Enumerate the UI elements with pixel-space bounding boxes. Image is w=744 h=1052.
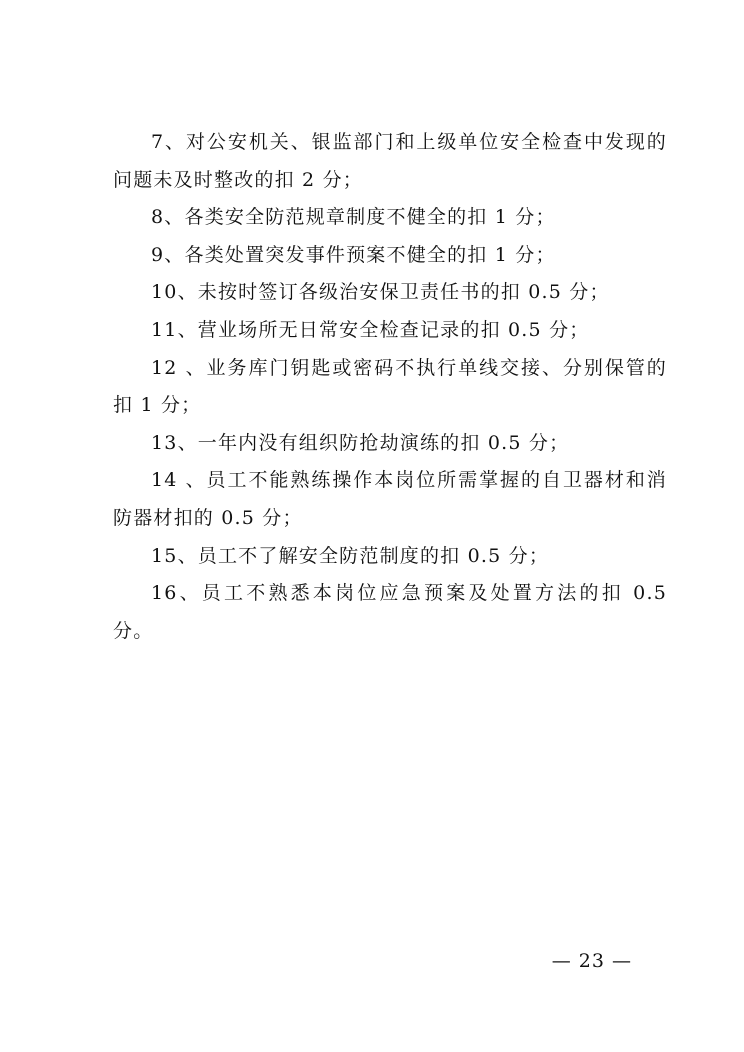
- page-number: — 23 —: [551, 950, 632, 972]
- list-item-9: 9、各类处置突发事件预案不健全的扣 1 分；: [151, 243, 556, 266]
- document-body: [113, 124, 667, 650]
- list-item-12: 12 、业务库门钥匙或密码不执行单线交接、分别保管的扣 1 分；: [113, 356, 667, 417]
- list-item-16: 16、员工不熟悉本岗位应急预案及处置方法的扣 0.5 分。: [113, 582, 667, 642]
- list-item-13: 13、一年内没有组织防抢劫演练的扣 0.5 分；: [151, 431, 570, 454]
- list-item-15: 15、员工不了解安全防范制度的扣 0.5 分；: [151, 544, 550, 567]
- list-item-14: 14 、员工不能熟练操作本岗位所需掌握的自卫器材和消防器材扣的 0.5 分；: [113, 469, 667, 529]
- list-item-10: 10、未按时签订各级治安保卫责任书的扣 0.5 分；: [151, 281, 610, 304]
- list-item-7: 7、对公安机关、银监部门和上级单位安全检查中发现的问题未及时整改的扣 2 分；: [113, 131, 667, 191]
- list-item-11: 11、营业场所无日常安全检查记录的扣 0.5 分；: [151, 318, 590, 341]
- list-item-8: 8、各类安全防范规章制度不健全的扣 1 分；: [151, 206, 556, 229]
